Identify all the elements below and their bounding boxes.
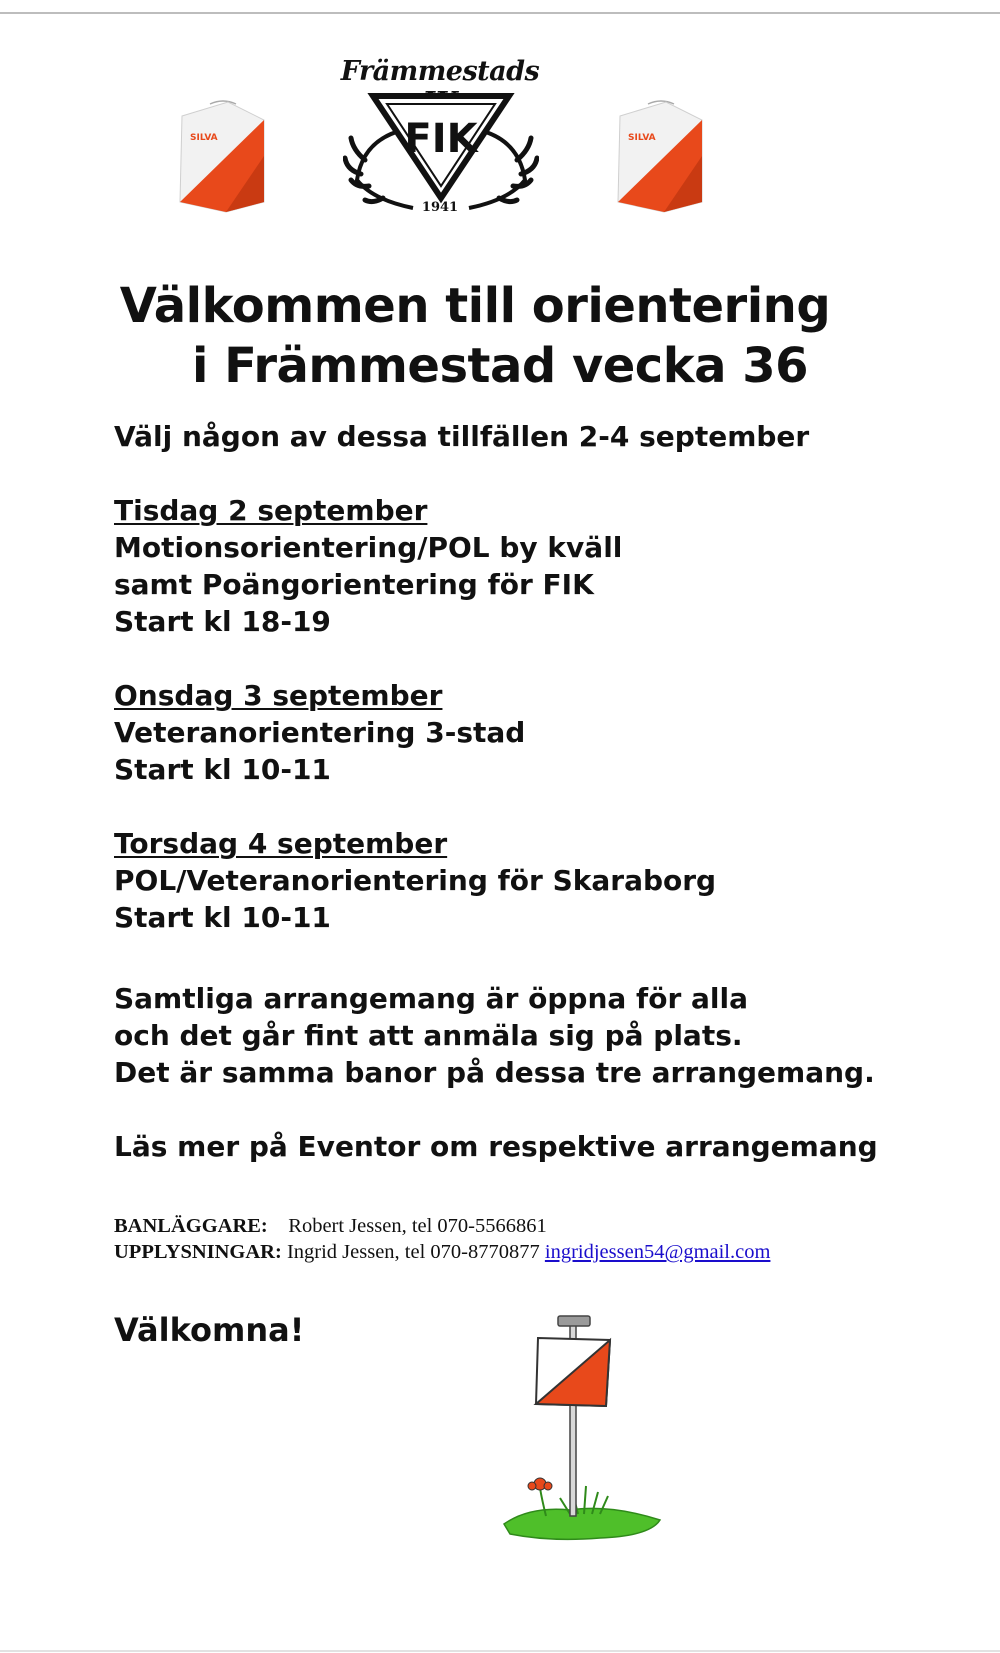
headline [0, 276, 1000, 396]
course-setter-label: BANLÄGGARE: [114, 1215, 268, 1237]
event-line: Veteranorientering 3-stad [114, 716, 526, 749]
event-wednesday [114, 677, 974, 788]
headline-line-2: i Främmestad vecka 36 [191, 338, 809, 394]
control-post-illustration [500, 1310, 670, 1550]
course-setter-value: Robert Jessen, tel 070-5566861 [288, 1215, 547, 1237]
event-line: Start kl 18-19 [114, 605, 331, 638]
event-line: Start kl 10-11 [114, 753, 331, 786]
flag-brand-text-right: SILVA [628, 133, 656, 143]
club-initials: FIK [404, 116, 478, 162]
top-border-line [0, 12, 1000, 14]
bottom-border-line [0, 1650, 1000, 1652]
event-tuesday [114, 492, 974, 640]
orienteering-flag-right [606, 96, 716, 216]
read-more-text: Läs mer på Eventor om respektive arrangemang [114, 1130, 878, 1163]
club-name: Främmestads [340, 56, 540, 87]
closing-text: Välkomna! [114, 1311, 305, 1349]
course-setter-row [114, 1213, 770, 1239]
contact-details [114, 1213, 770, 1265]
intro-text: Välj någon av dessa tillfällen 2-4 september [114, 420, 810, 453]
info-line: och det går fint att anmäla sig på plats. [114, 1019, 743, 1052]
info-line: Samtliga arrangemang är öppna för alla [114, 982, 748, 1015]
orienteering-flag-left [168, 96, 278, 216]
club-founding-year: 1941 [421, 200, 459, 215]
info-contact-value: Ingrid Jessen, tel 070-8770877 [286, 1241, 540, 1263]
event-line: Start kl 10-11 [114, 901, 331, 934]
info-contact-row [114, 1239, 770, 1265]
club-logo [325, 56, 555, 226]
event-line: samt Poängorientering för FIK [114, 568, 594, 601]
info-line: Det är samma banor på dessa tre arrangemang. [114, 1056, 875, 1089]
email-link[interactable]: ingridjessen54@gmail.com [544, 1241, 771, 1263]
event-day-heading: Torsdag 4 september [114, 827, 448, 860]
event-line: POL/Veteranorientering för Skaraborg [114, 864, 717, 897]
general-info [114, 980, 974, 1091]
event-thursday [114, 825, 974, 936]
event-day-heading: Tisdag 2 september [114, 494, 428, 527]
info-contact-label: UPPLYSNINGAR: [114, 1241, 282, 1263]
flag-brand-text-left: SILVA [190, 133, 218, 143]
event-day-heading: Onsdag 3 september [114, 679, 443, 712]
event-line: Motionsorientering/POL by kväll [114, 531, 623, 564]
event-content [114, 418, 974, 1165]
headline-line-1: Välkommen till orientering [119, 278, 831, 334]
